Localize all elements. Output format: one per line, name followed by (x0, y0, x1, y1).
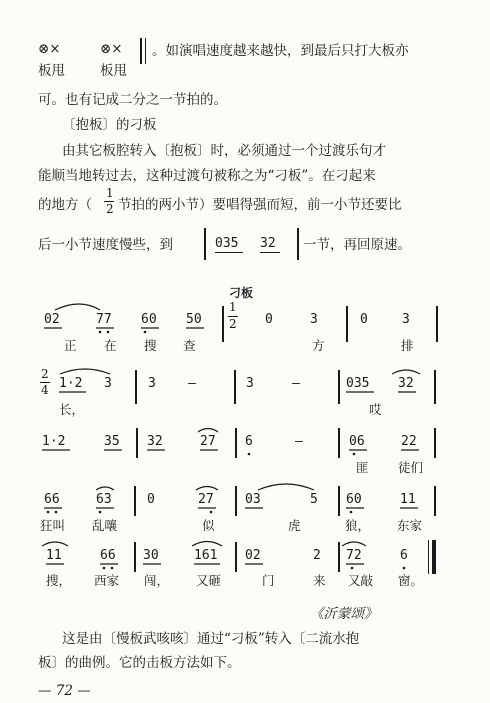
lyric: 搜， (46, 573, 72, 588)
ban-shuai-symbol-1: ⊗× (38, 41, 61, 57)
lyric: 方 (312, 338, 325, 353)
lyric: 又砸 (196, 573, 222, 588)
symbol-label: 板甩 (100, 63, 127, 79)
time-sig-num: 1 (229, 300, 237, 314)
note-group: 66 (44, 492, 60, 507)
note-group: 161 (194, 548, 218, 563)
lyric: 正 (64, 338, 77, 353)
note-group: 63 (96, 492, 112, 507)
note-group: 11 (46, 548, 62, 563)
slur-r1 (55, 304, 100, 310)
lyric: 搜 (144, 338, 157, 353)
lyric: 狼， (345, 518, 371, 533)
note-group: 50 (186, 312, 202, 327)
page-number: — 72 — (38, 683, 91, 699)
lyric: 来 (313, 573, 326, 588)
note-group: 0 (360, 312, 368, 327)
slur-r5-1 (42, 542, 68, 546)
section-heading: 〔抱板〕的刁板 (62, 117, 157, 133)
note-group: 3 (148, 376, 156, 391)
lyric: 虎 (288, 518, 301, 533)
note-group: 6 (400, 548, 408, 563)
body-text-line: 可。也有记成二分之一节拍的。 (38, 92, 227, 108)
lyric: 哎 (369, 402, 382, 417)
body-text-line: 。如演唱速度越来越快，到最后只打大板亦 (152, 43, 409, 59)
note-group: 1·2 (59, 376, 83, 391)
body-text-line: 能顺当地转过去，这种过渡句被称之为“刁板”。在刁起来 (38, 168, 376, 184)
slur-r4-1 (96, 487, 114, 490)
note-group: 0 (265, 312, 273, 327)
symbol-label: 板甩 (38, 63, 65, 79)
note-group: 035 (346, 376, 370, 391)
body-text-line: 板〕的曲例。它的击板方法如下。 (38, 655, 241, 671)
lyric: 在 (104, 338, 117, 353)
octave-dot (111, 567, 114, 570)
body-text-line: 后一小节速度慢些，到 (38, 237, 173, 253)
lyric: 排 (401, 338, 414, 353)
note-group: — (292, 376, 300, 391)
lyric: 门 (262, 573, 275, 588)
note-group: — (188, 376, 196, 391)
time-sig-den: 4 (41, 383, 49, 397)
ban-shuai-symbol-2: ⊗× (100, 41, 123, 57)
note-group: 11 (400, 492, 416, 507)
note-group: 6 (245, 434, 253, 449)
octave-dot (55, 511, 58, 514)
note-group: 5 (310, 492, 318, 507)
note-group: 2 (313, 548, 321, 563)
lyric: 窗。 (398, 573, 424, 588)
note-group: 27 (200, 434, 216, 449)
note-group: — (295, 434, 303, 449)
time-sig-den: 2 (229, 317, 237, 331)
note-group: 02 (245, 548, 261, 563)
fraction-numerator: 1 (106, 186, 114, 200)
note-group: 1·2 (42, 434, 66, 449)
note-group: 32 (147, 434, 163, 449)
inline-notes: 32 (260, 236, 276, 251)
body-text-line: 节拍的两小节）要唱得强而短，前一小节还要比 (118, 197, 402, 213)
note-group: 3 (402, 312, 410, 327)
body-text-line: 由其它板腔转入〔抱板〕时，必须通过一个过渡乐句才 (62, 143, 386, 159)
slur-r4-2 (196, 487, 218, 491)
octave-dot (403, 567, 406, 570)
octave-dot (248, 453, 251, 456)
note-group: 35 (104, 434, 120, 449)
lyric: 徒们 (398, 460, 424, 475)
octave-dot (144, 331, 147, 334)
slur-r5-3 (342, 542, 366, 546)
lyric: 东家 (397, 518, 423, 533)
slur-r3-1 (198, 429, 218, 433)
body-text-line: 这是由〔慢板武咳咳〕通过“刁板”转入〔二流水抱 (62, 631, 360, 647)
octave-dot (350, 511, 353, 514)
note-group: 32 (398, 376, 414, 391)
octave-dot (107, 331, 110, 334)
note-group: 72 (346, 548, 362, 563)
note-group: 0 (147, 492, 155, 507)
note-group: 3 (310, 312, 318, 327)
note-group: 60 (346, 492, 362, 507)
time-sig-num: 2 (41, 367, 49, 381)
note-group: 27 (198, 492, 214, 507)
note-group: 77 (96, 312, 112, 327)
octave-dot (210, 511, 213, 514)
lyric: 似 (202, 518, 215, 533)
slur-r5-2 (192, 542, 222, 547)
note-group: 3 (104, 376, 112, 391)
score-label: 刁板 (229, 286, 254, 300)
octave-dot (103, 567, 106, 570)
lyric: 匪 (356, 460, 369, 475)
lyric: 长， (59, 402, 85, 417)
note-group: 60 (141, 312, 157, 327)
lyric: 西家 (94, 573, 120, 588)
octave-dot (47, 511, 50, 514)
note-group: 02 (44, 312, 60, 327)
body-text-line: 的地方（ (38, 197, 92, 213)
octave-dot (99, 331, 102, 334)
octave-dot (351, 567, 354, 570)
fraction-denominator: 2 (106, 202, 114, 216)
slur-r2-2 (392, 370, 420, 374)
note-group: 66 (100, 548, 116, 563)
octave-dot (353, 453, 356, 456)
body-text-line: 一节，再回原速。 (303, 237, 411, 253)
note-group: 22 (401, 434, 417, 449)
lyric: 又敲 (348, 573, 374, 588)
slur-r4-3 (258, 484, 314, 490)
inline-notes: 035 (215, 236, 239, 251)
note-group: 30 (143, 548, 159, 563)
note-group: 03 (245, 492, 261, 507)
lyric: 乱嚷 (92, 518, 118, 533)
slur-r2-1 (60, 369, 110, 374)
lyric: 查 (183, 338, 196, 353)
note-group: 3 (246, 376, 254, 391)
lyric: 闯， (144, 573, 170, 588)
note-group: 06 (349, 434, 365, 449)
octave-dot (99, 511, 102, 514)
source-citation: 《沂蒙颂》 (310, 606, 378, 622)
lyric: 狂叫 (40, 518, 66, 533)
